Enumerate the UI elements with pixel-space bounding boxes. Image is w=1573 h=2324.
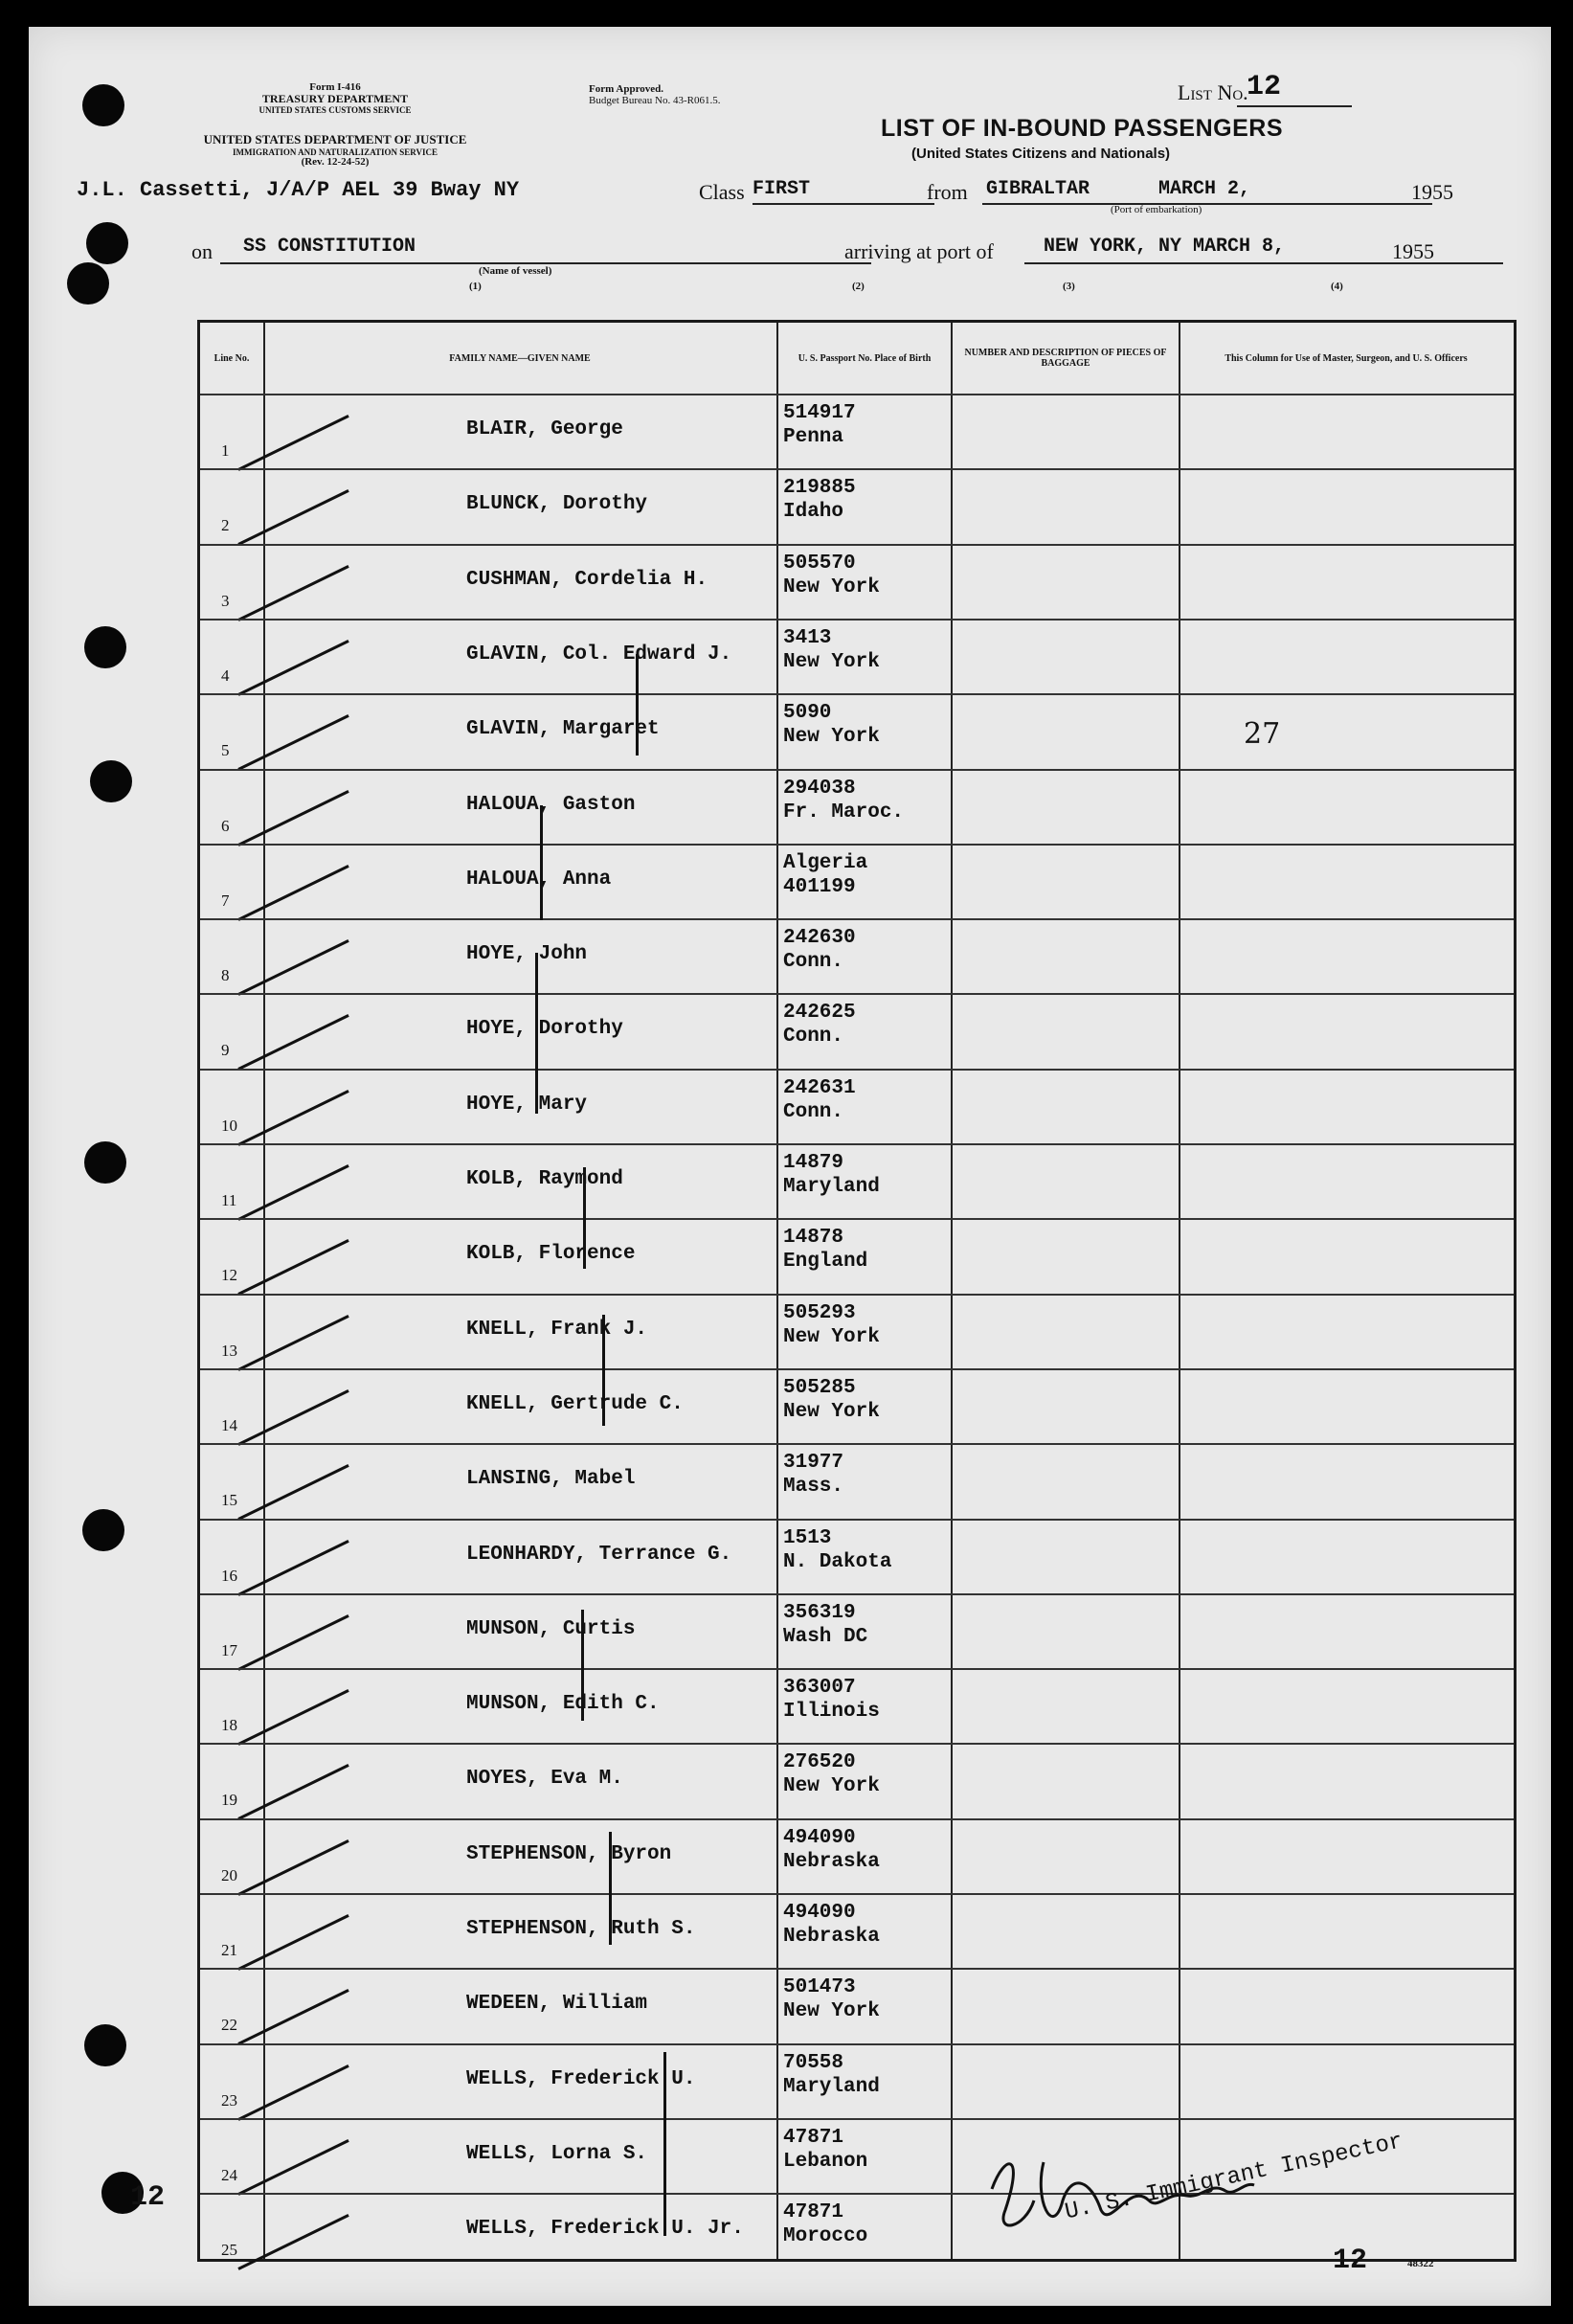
passport-birthplace xyxy=(783,1526,891,1574)
passenger-name: LEONHARDY, Terrance G. xyxy=(466,1543,732,1566)
passport-line-2: New York xyxy=(783,650,880,673)
vessel-caption: (Name of vessel) xyxy=(479,265,552,277)
embarkation-port: GIBRALTAR MARCH 2, xyxy=(986,178,1251,200)
check-mark xyxy=(237,1315,348,1371)
table-row xyxy=(200,693,1514,770)
table-row xyxy=(200,2043,1514,2120)
passport-line-2: Conn. xyxy=(783,1100,844,1123)
document-subtitle: (United States Citizens and Nationals) xyxy=(911,146,1171,162)
passport-line-1: Algeria xyxy=(783,851,868,874)
passport-line-2: New York xyxy=(783,726,880,749)
check-mark xyxy=(237,1164,348,1221)
punch-hole xyxy=(67,262,109,305)
passport-birthplace xyxy=(783,701,880,749)
passport-line-2: Lebanon xyxy=(783,2150,868,2173)
check-mark xyxy=(237,1239,348,1296)
passport-birthplace xyxy=(783,1001,856,1049)
passport-birthplace xyxy=(783,1676,880,1724)
line-number: 1 xyxy=(221,441,230,460)
passenger-name: WELLS, Frederick U. Jr. xyxy=(466,2218,744,2241)
punch-hole xyxy=(84,626,126,668)
line-number: 14 xyxy=(221,1415,237,1434)
line-number: 20 xyxy=(221,1865,237,1884)
form-approved: Form Approved. xyxy=(589,83,664,95)
document-title: LIST OF IN-BOUND PASSENGERS xyxy=(881,115,1284,142)
passport-line-1: 47871 xyxy=(783,2126,844,2149)
punch-hole xyxy=(84,2024,126,2066)
customs-service: UNITED STATES CUSTOMS SERVICE xyxy=(258,105,412,115)
passport-birthplace xyxy=(783,2200,867,2248)
punch-hole xyxy=(90,760,132,802)
class-label: Class xyxy=(699,180,745,204)
table-row xyxy=(200,394,1514,470)
table-row xyxy=(200,918,1514,995)
passenger-name: HALOUA, Anna xyxy=(466,868,612,891)
passport-line-2: Mass. xyxy=(783,1476,844,1499)
passenger-name: STEPHENSON, Ruth S. xyxy=(466,1918,696,1940)
passport-line-1: 494090 xyxy=(783,1902,856,1924)
passport-line-1: 242625 xyxy=(783,1002,856,1025)
passport-line-1: 356319 xyxy=(783,1601,856,1624)
year-arrival: 1955 xyxy=(1392,239,1434,263)
vessel-name: SS CONSTITUTION xyxy=(243,236,416,258)
passport-line-2: Wash DC xyxy=(783,1625,868,1648)
col-number-1: (1) xyxy=(469,281,482,292)
passport-birthplace xyxy=(783,1376,880,1424)
passenger-name: KOLB, Florence xyxy=(466,1243,636,1266)
passenger-name: CUSHMAN, Cordelia H. xyxy=(466,568,708,591)
passport-line-1: 242630 xyxy=(783,927,856,950)
passport-line-2: Penna xyxy=(783,426,844,448)
col-number-3: (3) xyxy=(1063,281,1075,292)
check-mark xyxy=(237,2214,348,2270)
check-mark xyxy=(237,489,348,546)
family-bracket xyxy=(636,654,639,756)
passport-birthplace xyxy=(783,2126,867,2174)
passport-birthplace xyxy=(783,1151,880,1199)
passport-line-2: Fr. Maroc. xyxy=(783,801,905,824)
passport-birthplace xyxy=(783,926,856,974)
passenger-name: NOYES, Eva M. xyxy=(466,1768,623,1791)
passenger-name: WELLS, Lorna S. xyxy=(466,2142,648,2165)
passenger-name: HALOUA, Gaston xyxy=(466,793,636,816)
passenger-name: HOYE, Dorothy xyxy=(466,1018,623,1041)
port-caption: (Port of embarkation) xyxy=(1111,204,1202,215)
passport-line-1: 14878 xyxy=(783,1227,844,1250)
passport-line-2: England xyxy=(783,1251,868,1274)
list-no-value: 12 xyxy=(1247,71,1282,103)
col-header-line: Line No. xyxy=(213,352,250,364)
passport-birthplace xyxy=(783,1451,843,1499)
punch-hole xyxy=(86,222,128,264)
table-row xyxy=(200,1294,1514,1370)
arrival-port: NEW YORK, NY MARCH 8, xyxy=(1044,236,1286,258)
passport-line-1: 514917 xyxy=(783,402,856,424)
passport-birthplace xyxy=(783,851,867,899)
check-mark xyxy=(237,714,348,771)
passport-line-1: 294038 xyxy=(783,777,856,800)
col-number-4: (4) xyxy=(1331,281,1343,292)
passport-line-1: 242631 xyxy=(783,1076,856,1099)
table-row xyxy=(200,1218,1514,1295)
passenger-name: MUNSON, Curtis xyxy=(466,1617,636,1640)
passport-line-2: N. Dakota xyxy=(783,1550,892,1573)
table-row xyxy=(200,769,1514,846)
family-bracket xyxy=(602,1315,605,1426)
line-number: 9 xyxy=(221,1041,230,1060)
line-number: 24 xyxy=(221,2165,237,2184)
table-row xyxy=(200,468,1514,545)
passport-birthplace xyxy=(783,777,904,824)
table-row xyxy=(200,993,1514,1070)
passport-birthplace xyxy=(783,2051,880,2099)
passport-birthplace xyxy=(783,1826,880,1874)
table-row xyxy=(200,1968,1514,2044)
justice-dept: UNITED STATES DEPARTMENT OF JUSTICE xyxy=(203,132,467,147)
passport-line-2: Conn. xyxy=(783,951,844,974)
passenger-table xyxy=(197,320,1517,2262)
check-mark xyxy=(237,1614,348,1671)
passenger-name: BLUNCK, Dorothy xyxy=(466,493,648,516)
class-value: FIRST xyxy=(753,178,811,200)
ins-service: IMMIGRATION AND NATURALIZATION SERVICE xyxy=(233,147,438,157)
check-mark xyxy=(237,790,348,846)
line-number: 5 xyxy=(221,741,230,760)
line-number: 19 xyxy=(221,1791,237,1810)
table-row xyxy=(200,1818,1514,1895)
line-number: 25 xyxy=(221,2241,237,2260)
passport-line-2: Maryland xyxy=(783,1176,880,1198)
passport-line-1: 363007 xyxy=(783,1677,856,1700)
check-mark xyxy=(237,1689,348,1746)
list-no-label: List No. xyxy=(1178,80,1248,104)
check-mark xyxy=(237,1389,348,1446)
punch-hole xyxy=(82,84,124,126)
print-code: 48322 xyxy=(1407,2258,1434,2269)
table-row xyxy=(200,1668,1514,1745)
family-bracket xyxy=(609,1832,612,1945)
passport-line-1: 219885 xyxy=(783,477,856,500)
table-row xyxy=(200,544,1514,620)
check-mark xyxy=(237,1989,348,2045)
passenger-name: KNELL, Frank J. xyxy=(466,1318,648,1341)
check-mark xyxy=(237,2065,348,2121)
line-number: 7 xyxy=(221,891,230,910)
passport-line-1: 505293 xyxy=(783,1301,856,1324)
page-number-right: 12 xyxy=(1333,2245,1368,2277)
line-number: 16 xyxy=(221,1566,237,1585)
table-row xyxy=(200,1519,1514,1595)
treasury-dept: TREASURY DEPARTMENT xyxy=(261,92,409,105)
family-bracket xyxy=(581,1610,584,1721)
check-mark xyxy=(237,1764,348,1820)
family-bracket xyxy=(540,805,543,920)
check-mark xyxy=(237,1914,348,1971)
passport-birthplace xyxy=(783,1076,856,1124)
passenger-name: BLAIR, George xyxy=(466,418,623,440)
line-number: 23 xyxy=(221,2090,237,2110)
arriving-label: arriving at port of xyxy=(844,239,994,263)
table-row xyxy=(200,1443,1514,1520)
table-row xyxy=(200,844,1514,920)
passport-birthplace xyxy=(783,401,856,449)
check-mark xyxy=(237,1540,348,1596)
check-mark xyxy=(237,1464,348,1521)
check-mark xyxy=(237,565,348,621)
passenger-name: HOYE, John xyxy=(466,943,588,966)
table-row xyxy=(200,1368,1514,1445)
passenger-name: WELLS, Frederick U. xyxy=(466,2067,696,2090)
passport-line-2: Illinois xyxy=(783,1701,880,1724)
passport-birthplace xyxy=(783,1226,867,1274)
line-number: 6 xyxy=(221,816,230,835)
line-number: 17 xyxy=(221,1640,237,1659)
line-number: 21 xyxy=(221,1941,237,1959)
punch-hole xyxy=(82,1509,124,1551)
col-header-baggage: NUMBER AND DESCRIPTION OF PIECES OF BAGGAGE xyxy=(964,348,1167,369)
table-row xyxy=(200,1893,1514,1970)
passport-line-1: 14879 xyxy=(783,1152,844,1174)
check-mark xyxy=(237,1014,348,1071)
table-row xyxy=(200,1143,1514,1220)
table-row xyxy=(200,2193,1514,2269)
passport-birthplace xyxy=(783,1750,880,1798)
check-mark xyxy=(237,939,348,996)
line-number: 13 xyxy=(221,1341,237,1360)
on-label: on xyxy=(191,239,213,263)
passport-line-2: New York xyxy=(783,1325,880,1348)
line-number: 11 xyxy=(221,1191,237,1209)
passport-line-2: Idaho xyxy=(783,501,844,524)
passport-line-2: New York xyxy=(783,1400,880,1423)
passenger-name: LANSING, Mabel xyxy=(466,1468,636,1491)
col-number-2: (2) xyxy=(852,281,865,292)
passport-line-1: 70558 xyxy=(783,2051,844,2074)
line-number: 22 xyxy=(221,2016,237,2035)
check-mark xyxy=(237,1090,348,1146)
passport-line-2: Conn. xyxy=(783,1026,844,1049)
passenger-name: STEPHENSON, Byron xyxy=(466,1842,672,1865)
passport-line-1: 276520 xyxy=(783,1751,856,1774)
passport-birthplace xyxy=(783,1975,880,2023)
passport-line-1: 5090 xyxy=(783,702,832,725)
passenger-name: WEDEEN, William xyxy=(466,1993,648,2016)
check-mark xyxy=(237,865,348,921)
passenger-name: KOLB, Raymond xyxy=(466,1168,623,1190)
year-embarkation: 1955 xyxy=(1411,180,1453,204)
document-page xyxy=(29,27,1551,2306)
page-number-left: 12 xyxy=(130,2181,166,2214)
table-row xyxy=(200,619,1514,695)
check-mark xyxy=(237,640,348,696)
budget-bureau: Budget Bureau No. 43-R061.5. xyxy=(589,95,721,106)
passport-line-2: Nebraska xyxy=(783,1926,880,1948)
table-row xyxy=(200,1593,1514,1670)
passport-line-1: 1513 xyxy=(783,1526,832,1549)
revision: (Rev. 12-24-52) xyxy=(301,156,370,168)
passport-birthplace xyxy=(783,552,880,599)
family-bracket xyxy=(535,953,538,1114)
table-row xyxy=(200,1069,1514,1145)
family-bracket xyxy=(583,1167,586,1269)
col-header-officers: This Column for Use of Master, Surgeon, and U. S. Officers xyxy=(1225,352,1468,364)
line-number: 2 xyxy=(221,516,230,535)
passenger-name: GLAVIN, Col. Edward J. xyxy=(466,643,732,666)
passport-line-2: New York xyxy=(783,1775,880,1798)
passport-line-1: 494090 xyxy=(783,1826,856,1849)
check-mark xyxy=(237,1839,348,1896)
line-number: 18 xyxy=(221,1716,237,1735)
passport-birthplace xyxy=(783,1301,880,1349)
passport-line-2: Nebraska xyxy=(783,1850,880,1873)
passport-line-1: 505285 xyxy=(783,1376,856,1399)
passenger-name: KNELL, Gertrude C. xyxy=(466,1392,684,1415)
check-mark xyxy=(237,415,348,471)
passport-line-2: New York xyxy=(783,575,880,598)
passport-line-1: 501473 xyxy=(783,1976,856,1999)
passenger-name: MUNSON, Edith C. xyxy=(466,1693,660,1716)
passport-birthplace xyxy=(783,476,856,524)
passport-line-1: 3413 xyxy=(783,626,832,649)
punch-hole xyxy=(84,1141,126,1184)
passport-birthplace xyxy=(783,1901,880,1949)
line-number: 3 xyxy=(221,591,230,610)
line-number: 12 xyxy=(221,1266,237,1285)
line-number: 8 xyxy=(221,966,230,985)
officer-note: 27 xyxy=(1244,717,1281,751)
passport-line-2: Maryland xyxy=(783,2075,880,2098)
family-bracket xyxy=(663,2052,666,2236)
col-header-passport: U. S. Passport No. Place of Birth xyxy=(798,352,932,364)
passport-line-1: 47871 xyxy=(783,2201,844,2224)
line-number: 4 xyxy=(221,666,230,685)
table-row xyxy=(200,1743,1514,1819)
passport-line-2: Morocco xyxy=(783,2225,868,2248)
passenger-name: HOYE, Mary xyxy=(466,1093,588,1116)
form-id: Form I-416 xyxy=(309,81,361,93)
agent-info: J.L. Cassetti, J/A/P AEL 39 Bway NY xyxy=(77,178,520,202)
col-header-name: FAMILY NAME—GIVEN NAME xyxy=(449,352,591,364)
inspector-stamp: U. S. Immigrant Inspector xyxy=(1063,2129,1405,2226)
check-mark xyxy=(237,2139,348,2196)
passport-line-2: New York xyxy=(783,2000,880,2023)
passport-line-2: 401199 xyxy=(783,875,856,898)
passport-birthplace xyxy=(783,626,880,674)
passenger-name: GLAVIN, Margaret xyxy=(466,718,660,741)
passport-line-1: 505570 xyxy=(783,552,856,575)
from-label: from xyxy=(927,180,968,204)
line-number: 10 xyxy=(221,1116,237,1135)
passport-line-1: 31977 xyxy=(783,1452,844,1475)
line-number: 15 xyxy=(221,1491,237,1510)
passport-birthplace xyxy=(783,1601,867,1649)
